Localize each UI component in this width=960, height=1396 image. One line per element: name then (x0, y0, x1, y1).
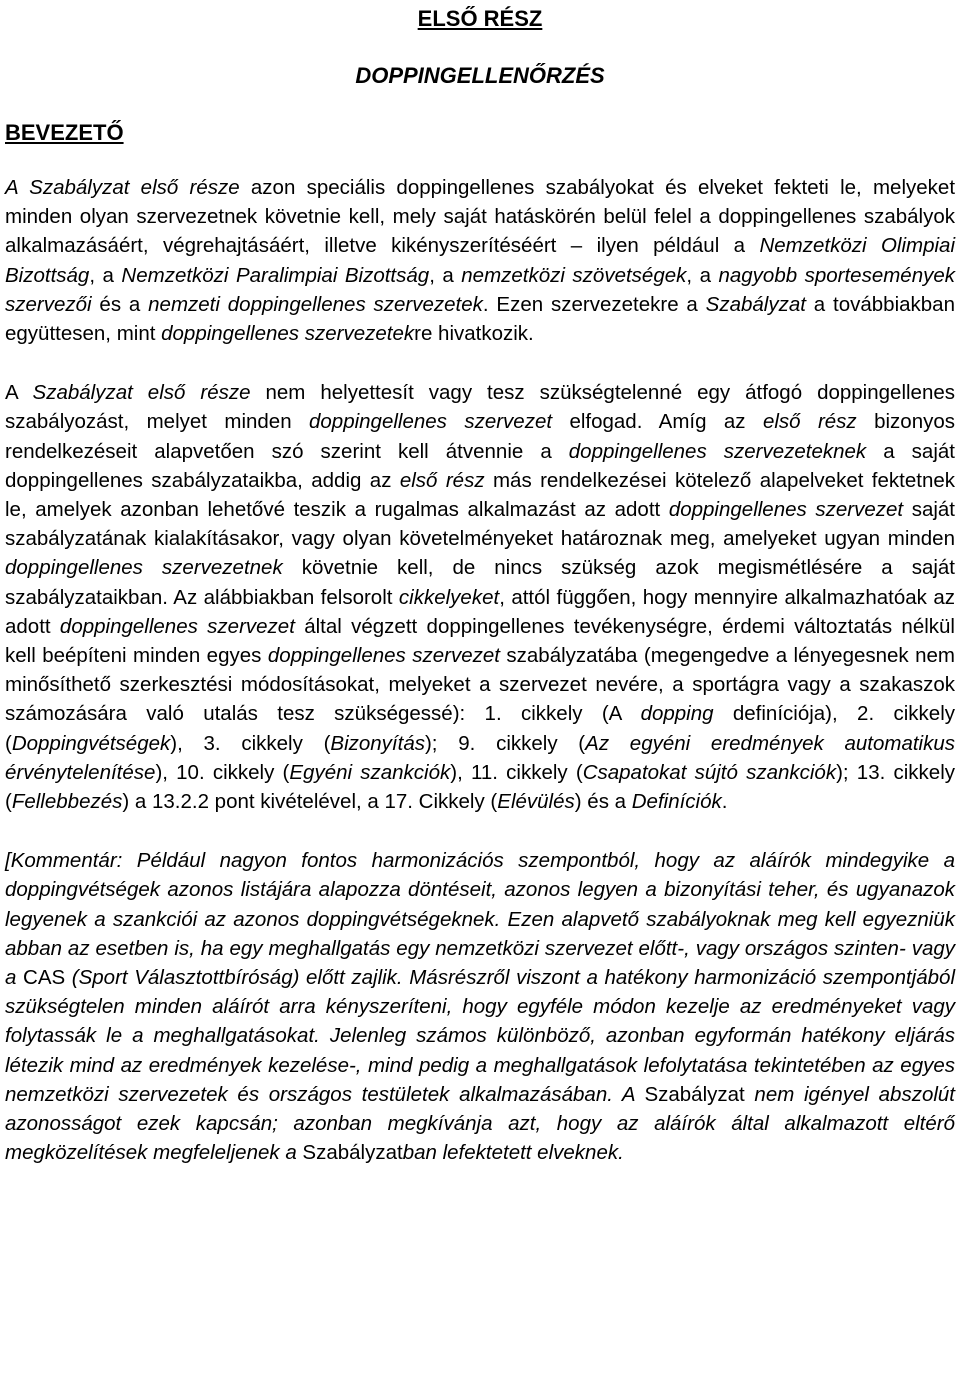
italic-run: nemzetközi szövetségek (461, 263, 687, 287)
italic-run: Definíciók (631, 790, 722, 814)
text-run: a továbbiakban együttesen, mint (5, 292, 955, 346)
text-run: nem helyettesít vagy tesz szükségtelenné egy átfogó doppingellenes szabályozást, melyet minden (5, 381, 956, 434)
part-title: ELSŐ RÉSZ (417, 6, 543, 31)
section-title: BEVEZETŐ (5, 120, 124, 145)
text-run: által végzett doppingellenes tevékenységre, érdemi változtatás nélkül kell beépíteni minden egyes (5, 614, 955, 668)
italic-run: ban lefektetett elveknek. (402, 1141, 624, 1165)
italic-run: doppingellenes szervezeteknek (568, 439, 867, 463)
text-run: bizonyos rendelkezéseit alapvetően szó szerint kell átvennie a (5, 410, 955, 463)
text-run: ), 10. cikkely ( (155, 760, 290, 784)
italic-run: Egyéni szankciók (289, 760, 451, 784)
italic-run: doppingellenes szervezetnek (5, 556, 283, 580)
italic-run: Szabályzat (705, 292, 806, 316)
text-run: Szabályzat (302, 1141, 403, 1165)
italic-run: Doppingvétségek (11, 731, 171, 755)
italic-run: nemzeti doppingellenes szervezetek (148, 292, 483, 316)
italic-run: Csapatokat sújtó szankciók (582, 760, 837, 784)
text-run: CAS (23, 966, 66, 990)
text-run: . Ezen szervezetekre a (482, 292, 706, 316)
text-run: . (721, 790, 728, 814)
text-run: , a (89, 263, 122, 287)
text-run: definíciója), 2. cikkely ( (5, 702, 955, 755)
text-run: , attól függően, hogy mennyire alkalmazhatóak az adott (5, 585, 955, 638)
paragraph-intro (5, 173, 955, 348)
part-subtitle: DOPPINGELLENŐRZÉS (355, 63, 605, 88)
italic-run: Bizonyítás (330, 731, 425, 755)
italic-run: első rész (399, 468, 485, 492)
text-run: re hivatkozik. (414, 322, 534, 346)
paragraph-commentary (5, 846, 955, 1167)
text-run: azon speciális doppingellenes szabályokat és elveket fekteti le, melyeket minden olyan szervezetnek követnie kell, mely saját hatáskörén belül felel a doppingellenes szabályok alkalmazásáért, végrehajtásáért, illetve kikényszerítéséért – ilyen például a (5, 176, 956, 258)
text-run: Szabályzat (644, 1082, 745, 1106)
italic-run: nagyobb sportesemények szervezői (5, 263, 956, 316)
text-run: ); 9. cikkely ( (424, 731, 586, 755)
paragraph-scope (5, 378, 955, 816)
italic-run: doppingellenes szervezet (668, 498, 904, 522)
italic-run: Fellebbezés (11, 790, 123, 814)
text-run: saját szabályzatának kialakításakor, vagy olyan követelményeket határoznak meg, amelyeket ugyan minden (5, 498, 956, 551)
italic-run: Szabályzat első része (32, 381, 251, 405)
document-body (5, 173, 955, 1168)
text-run: A (5, 381, 33, 405)
italic-run: doppingellenes szervezet (59, 614, 295, 638)
italic-run: (Sport Választottbíróság) előtt zajlik. Másrészről viszont a hatékony harmonizáció szempontjából szükségtelen minden aláírót arra kényszeríteni, hogy egyféle módon kezelje az eredményeket vagy folytassák le a meghallgatásokat. Jelenleg számos különböző, azonban egyformán hatékony eljárás létezik mind az eredmények kezelése-, mind pedig a meghallgatások lefolytatása tekintetében az egyes nemzetközi szervezetek és országos testületek alkalmazásában. A (5, 966, 955, 1106)
italic-run: nem igényel abszolút azonosságot ezek kapcsán; azonban megkívánja azt, hogy az aláírók által alkalmazott eltérő megközelítések megfeleljenek a (5, 1082, 955, 1165)
italic-run: Nemzetközi Paralimpiai Bizottság (121, 263, 430, 287)
italic-run: doppingellenes szervezetek (161, 322, 415, 346)
italic-run: doppingellenes szervezet (309, 410, 553, 434)
text-run: ), 11. cikkely ( (450, 760, 583, 784)
italic-run: doppingellenes szervezet (267, 644, 500, 668)
text-run: és a (91, 292, 149, 316)
text-run: ); 13. cikkely ( (5, 760, 956, 814)
italic-run: Szabályzat első része (29, 176, 240, 199)
text-run: szabályzatába (megengedve a lényegesnek nem minősíthető szerkesztési módosításokat, melyeket a szervezet nevére, a sportágra vagy a szakaszok számozására való utalás tesz szükségessé): 1. cikkely (A (5, 644, 955, 726)
text-run: ), 3. cikkely ( (170, 731, 331, 755)
text-run: elfogad. Amíg az (552, 410, 763, 434)
text-run: ) a 13.2.2 pont kivételével, a 17. Cikkely ( (122, 790, 498, 814)
italic-run: A (5, 176, 30, 199)
text-run: más rendelkezései kötelező alapelveket fektetnek le, amelyek azonban lehetővé teszik a rugalmas alkalmazást az adott (5, 468, 955, 522)
italic-run: Elévülés (497, 790, 575, 814)
text-run: követnie kell, de nincs szükség azok megismétlésére a saját szabályzataikban. Az alábbiakban felsorolt (5, 556, 955, 609)
italic-run: Nemzetközi Olimpiai Bizottság (5, 234, 955, 287)
italic-run: cikkelyeket (398, 585, 500, 609)
text-run: ) és a (574, 790, 632, 814)
text-run: , a (686, 263, 719, 287)
italic-run: [Kommentár: Például nagyon fontos harmonizációs szempontból, hogy az aláírók mindegyike a doppingvétségek azonos listájára alapozza döntéseit, azonos legyen a bizonyítási teher, és ugyanazok legyenek a szankciói az azonos doppingvétségeknek. Ezen alapvető szabályoknak meg kell egyezniük abban az esetben is, ha egy meghallgatás egy nemzetközi szervezet előtt-, vagy országos szinten- vagy a (5, 849, 955, 990)
italic-run: első rész (762, 410, 857, 434)
text-run: a saját doppingellenes szabályzataikba, addig az (5, 439, 955, 492)
text-run: , a (429, 263, 462, 287)
italic-run: Az egyéni eredmények automatikus érvénytelenítése (5, 731, 956, 784)
italic-run: dopping (640, 702, 714, 726)
